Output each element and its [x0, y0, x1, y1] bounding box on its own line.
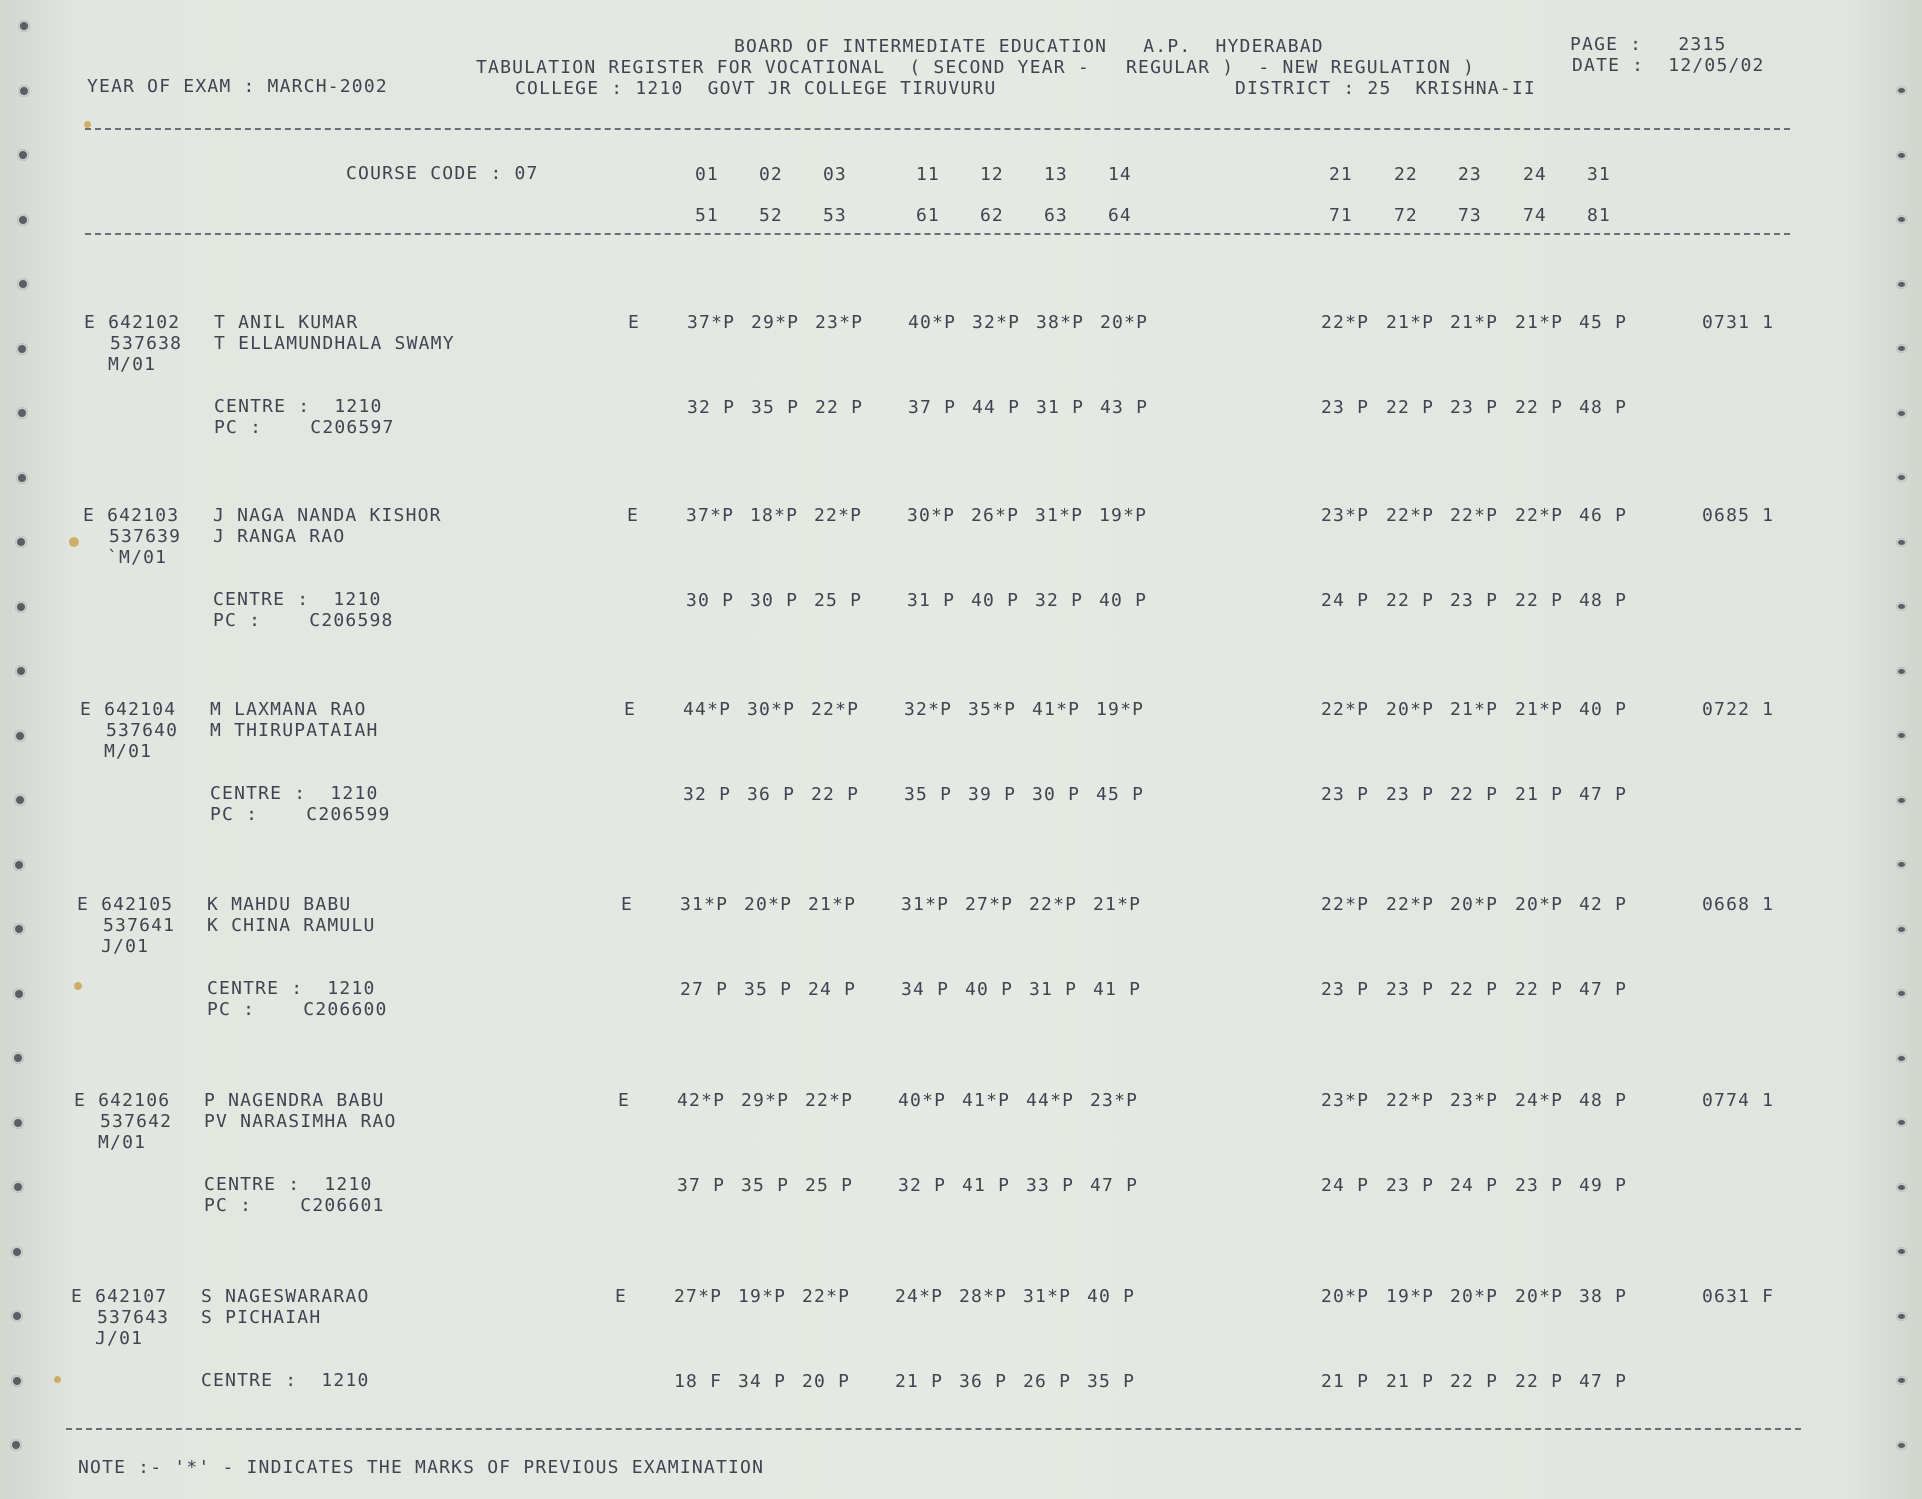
- mark-cell: 21 P: [1386, 1371, 1435, 1392]
- total-result: 0722 1: [1702, 699, 1775, 720]
- mark-cell: 35 P: [751, 397, 800, 418]
- mark-cell: 24*P: [1515, 1090, 1564, 1111]
- mark-cell: 37 P: [677, 1175, 726, 1196]
- mark-cell: 22 P: [1386, 397, 1435, 418]
- mark-cell: 21 P: [1321, 1371, 1370, 1392]
- mark-cell: 40 P: [1099, 590, 1148, 611]
- mark-cell: 32*P: [904, 699, 953, 720]
- feed-hole: [1896, 989, 1907, 998]
- mark-cell: 19*P: [1099, 505, 1148, 526]
- mark-cell: 28*P: [959, 1286, 1008, 1307]
- mark-cell: 43 P: [1100, 397, 1149, 418]
- mark-cell: 25 P: [814, 590, 863, 611]
- mark-cell: 27*P: [965, 894, 1014, 915]
- feed-hole: [1896, 731, 1907, 740]
- mark-cell: 31*P: [901, 894, 950, 915]
- hall-ticket-number: 537641: [103, 915, 176, 936]
- mark-cell: 22 P: [1515, 1371, 1564, 1392]
- mark-cell: 22*P: [802, 1286, 851, 1307]
- mark-cell: 22*P: [805, 1090, 854, 1111]
- student-name: M LAXMANA RAO: [210, 699, 367, 720]
- mark-cell: 22*P: [1450, 505, 1499, 526]
- mark-cell: 22 P: [811, 784, 860, 805]
- pc-code: PC : C206600: [207, 999, 388, 1020]
- mark-cell: 23 P: [1515, 1175, 1564, 1196]
- footnote: NOTE :- '*' - INDICATES THE MARKS OF PREVIOUS EXAMINATION: [78, 1457, 765, 1478]
- mark-cell: 42 P: [1579, 894, 1628, 915]
- mark-cell: 23 P: [1386, 1175, 1435, 1196]
- mark-cell: 23 P: [1386, 979, 1435, 1000]
- roll-number: E 642104: [80, 699, 177, 720]
- mark-cell: 23 P: [1386, 784, 1435, 805]
- feed-hole: [1896, 280, 1907, 289]
- hall-ticket-number: 537643: [97, 1307, 170, 1328]
- student-name: P NAGENDRA BABU: [204, 1090, 385, 1111]
- feed-hole: [1896, 796, 1907, 805]
- mark-cell: 40 P: [1579, 699, 1628, 720]
- group-code: J/01: [95, 1328, 144, 1349]
- father-name: PV NARASIMHA RAO: [204, 1111, 397, 1132]
- mark-cell: 21 P: [1515, 784, 1564, 805]
- mark-cell: 27 P: [680, 979, 729, 1000]
- mark-cell: 20*P: [1450, 894, 1499, 915]
- mark-cell: 30 P: [750, 590, 799, 611]
- mark-cell: 45 P: [1579, 312, 1628, 333]
- mark-cell: 41 P: [962, 1175, 1011, 1196]
- mark-cell: 22 P: [815, 397, 864, 418]
- mark-cell: 29*P: [751, 312, 800, 333]
- father-name: J RANGA RAO: [213, 526, 346, 547]
- paper-stain: [74, 982, 82, 990]
- mark-cell: 18 F: [674, 1371, 723, 1392]
- year-of-exam: YEAR OF EXAM : MARCH-2002: [87, 76, 388, 97]
- mark-cell: 30*P: [907, 505, 956, 526]
- mark-cell: 48 P: [1579, 1090, 1628, 1111]
- mark-cell: 20*P: [1100, 312, 1149, 333]
- mark-cell: 22 P: [1450, 784, 1499, 805]
- group-code: M/01: [98, 1132, 147, 1153]
- mark-cell: 35 P: [904, 784, 953, 805]
- mark-cell: 21*P: [1515, 699, 1564, 720]
- feed-hole: [12, 1181, 24, 1193]
- centre-code: CENTRE : 1210: [213, 589, 382, 610]
- feed-hole: [12, 1052, 24, 1064]
- mark-cell: 22*P: [814, 505, 863, 526]
- group-code: `M/01: [107, 547, 168, 568]
- mark-cell: 42*P: [677, 1090, 726, 1111]
- feed-hole: [1896, 1183, 1907, 1192]
- feed-hole: [1896, 667, 1907, 676]
- feed-hole: [1896, 860, 1907, 869]
- roll-number: E 642107: [71, 1286, 168, 1307]
- mark-cell: 23*P: [1450, 1090, 1499, 1111]
- mark-cell: 22*P: [1321, 894, 1370, 915]
- mark-cell: 18*P: [750, 505, 799, 526]
- column-code: 72: [1394, 205, 1418, 226]
- mark-cell: 34 P: [901, 979, 950, 1000]
- course-code: COURSE CODE : 07: [346, 163, 539, 184]
- mark-cell: 40*P: [898, 1090, 947, 1111]
- feed-hole: [17, 214, 29, 226]
- feed-hole: [1896, 409, 1907, 418]
- mark-cell: 22*P: [1386, 505, 1435, 526]
- mark-cell: 23 P: [1450, 590, 1499, 611]
- mark-cell: 24 P: [1321, 1175, 1370, 1196]
- mark-cell: 45 P: [1096, 784, 1145, 805]
- mark-cell: 24 P: [1450, 1175, 1499, 1196]
- mark-cell: 34 P: [738, 1371, 787, 1392]
- mark-cell: 22 P: [1515, 590, 1564, 611]
- mark-cell: 32 P: [687, 397, 736, 418]
- centre-code: CENTRE : 1210: [201, 1370, 370, 1391]
- mark-cell: 21*P: [1450, 699, 1499, 720]
- board-title: BOARD OF INTERMEDIATE EDUCATION A.P. HYDERABAD: [734, 36, 1324, 57]
- pc-code: PC : C206597: [214, 417, 395, 438]
- mark-cell: 36 P: [747, 784, 796, 805]
- mark-cell: 44 P: [972, 397, 1021, 418]
- mark-cell: 48 P: [1579, 590, 1628, 611]
- feed-hole: [16, 407, 28, 419]
- mark-cell: 19*P: [738, 1286, 787, 1307]
- centre-code: CENTRE : 1210: [207, 978, 376, 999]
- student-name: K MAHDU BABU: [207, 894, 352, 915]
- mark-cell: 44*P: [683, 699, 732, 720]
- mark-cell: 20*P: [744, 894, 793, 915]
- feed-hole: [1896, 151, 1907, 160]
- column-code: 01: [695, 164, 719, 185]
- feed-hole: [1896, 602, 1907, 611]
- feed-hole: [1896, 1247, 1907, 1256]
- feed-hole: [11, 1375, 23, 1387]
- mark-cell: 23 P: [1321, 979, 1370, 1000]
- mark-cell: 33 P: [1026, 1175, 1075, 1196]
- mark-cell: 32 P: [898, 1175, 947, 1196]
- column-code: 73: [1458, 205, 1482, 226]
- feed-hole: [17, 278, 29, 290]
- hall-ticket-number: 537640: [106, 720, 179, 741]
- college-info: COLLEGE : 1210 GOVT JR COLLEGE TIRUVURU: [515, 78, 997, 99]
- mark-cell: 47 P: [1579, 784, 1628, 805]
- father-name: K CHINA RAMULU: [207, 915, 376, 936]
- column-code: 81: [1587, 205, 1611, 226]
- hall-ticket-number: 537638: [110, 333, 183, 354]
- centre-code: CENTRE : 1210: [204, 1174, 373, 1195]
- columns-divider: [85, 233, 1790, 235]
- mark-cell: 35 P: [1087, 1371, 1136, 1392]
- mark-cell: 37*P: [687, 312, 736, 333]
- mark-cell: 23 P: [1321, 397, 1370, 418]
- medium: E: [624, 699, 637, 720]
- mark-cell: 23 P: [1321, 784, 1370, 805]
- feed-hole: [1896, 1312, 1907, 1321]
- column-code: 51: [695, 205, 719, 226]
- mark-cell: 19*P: [1096, 699, 1145, 720]
- column-code: 24: [1523, 164, 1547, 185]
- mark-cell: 30 P: [686, 590, 735, 611]
- mark-cell: 21*P: [1093, 894, 1142, 915]
- mark-cell: 41 P: [1093, 979, 1142, 1000]
- mark-cell: 23*P: [1090, 1090, 1139, 1111]
- register-title: TABULATION REGISTER FOR VOCATIONAL ( SECOND YEAR - REGULAR ) - NEW REGULATION ): [476, 57, 1476, 78]
- group-code: J/01: [101, 936, 150, 957]
- roll-number: E 642103: [83, 505, 180, 526]
- mark-cell: 20*P: [1386, 699, 1435, 720]
- feed-hole: [14, 794, 26, 806]
- mark-cell: 22*P: [1386, 894, 1435, 915]
- mark-cell: 47 P: [1090, 1175, 1139, 1196]
- mark-cell: 30 P: [1032, 784, 1081, 805]
- mark-cell: 24 P: [1321, 590, 1370, 611]
- feed-hole: [1896, 1054, 1907, 1063]
- mark-cell: 38 P: [1579, 1286, 1628, 1307]
- mark-cell: 35*P: [968, 699, 1017, 720]
- feed-hole: [13, 988, 25, 1000]
- total-result: 0668 1: [1702, 894, 1775, 915]
- column-code: 52: [759, 205, 783, 226]
- pc-code: PC : C206599: [210, 804, 391, 825]
- centre-code: CENTRE : 1210: [210, 783, 379, 804]
- mark-cell: 38*P: [1036, 312, 1085, 333]
- mark-cell: 31 P: [907, 590, 956, 611]
- mark-cell: 22 P: [1450, 1371, 1499, 1392]
- feed-hole: [1896, 473, 1907, 482]
- father-name: M THIRUPATAIAH: [210, 720, 379, 741]
- feed-hole: [1896, 1441, 1907, 1450]
- mark-cell: 35 P: [744, 979, 793, 1000]
- feed-hole: [14, 730, 26, 742]
- mark-cell: 40 P: [1087, 1286, 1136, 1307]
- mark-cell: 37 P: [908, 397, 957, 418]
- medium: E: [628, 312, 641, 333]
- mark-cell: 24*P: [895, 1286, 944, 1307]
- mark-cell: 21 P: [895, 1371, 944, 1392]
- column-code: 64: [1108, 205, 1132, 226]
- centre-code: CENTRE : 1210: [214, 396, 383, 417]
- mark-cell: 20*P: [1515, 1286, 1564, 1307]
- total-result: 0731 1: [1702, 312, 1775, 333]
- footer-divider: [66, 1428, 1801, 1430]
- feed-hole: [15, 536, 27, 548]
- mark-cell: 20*P: [1515, 894, 1564, 915]
- column-code: 14: [1108, 164, 1132, 185]
- feed-hole: [1896, 1376, 1907, 1385]
- mark-cell: 22*P: [1386, 1090, 1435, 1111]
- feed-hole: [15, 665, 27, 677]
- mark-cell: 19*P: [1386, 1286, 1435, 1307]
- feed-hole: [1896, 344, 1907, 353]
- feed-hole: [18, 20, 30, 32]
- feed-hole: [15, 601, 27, 613]
- pc-code: PC : C206601: [204, 1195, 385, 1216]
- hall-ticket-number: 537639: [109, 526, 182, 547]
- mark-cell: 20 P: [802, 1371, 851, 1392]
- mark-cell: 47 P: [1579, 1371, 1628, 1392]
- mark-cell: 46 P: [1579, 505, 1628, 526]
- mark-cell: 32 P: [683, 784, 732, 805]
- mark-cell: 21*P: [1450, 312, 1499, 333]
- mark-cell: 26 P: [1023, 1371, 1072, 1392]
- mark-cell: 23*P: [1321, 1090, 1370, 1111]
- mark-cell: 21*P: [1515, 312, 1564, 333]
- mark-cell: 22 P: [1515, 979, 1564, 1000]
- roll-number: E 642102: [84, 312, 181, 333]
- header-divider: [85, 128, 1790, 130]
- mark-cell: 23 P: [1450, 397, 1499, 418]
- total-result: 0774 1: [1702, 1090, 1775, 1111]
- column-code: 23: [1458, 164, 1482, 185]
- feed-hole: [11, 1310, 23, 1322]
- print-date: DATE : 12/05/02: [1572, 55, 1765, 76]
- mark-cell: 25 P: [805, 1175, 854, 1196]
- mark-cell: 20*P: [1321, 1286, 1370, 1307]
- mark-cell: 32*P: [972, 312, 1021, 333]
- mark-cell: 29*P: [741, 1090, 790, 1111]
- feed-hole: [1896, 1118, 1907, 1127]
- mark-cell: 35 P: [741, 1175, 790, 1196]
- mark-cell: 37*P: [686, 505, 735, 526]
- column-code: 71: [1329, 205, 1353, 226]
- mark-cell: 24 P: [808, 979, 857, 1000]
- paper-stain: [54, 1376, 61, 1383]
- mark-cell: 21*P: [808, 894, 857, 915]
- mark-cell: 21*P: [1386, 312, 1435, 333]
- group-code: M/01: [108, 354, 157, 375]
- column-code: 22: [1394, 164, 1418, 185]
- column-code: 03: [823, 164, 847, 185]
- mark-cell: 22 P: [1450, 979, 1499, 1000]
- column-code: 13: [1044, 164, 1068, 185]
- mark-cell: 44*P: [1026, 1090, 1075, 1111]
- mark-cell: 22*P: [1515, 505, 1564, 526]
- feed-hole: [1896, 925, 1907, 934]
- medium: E: [618, 1090, 631, 1111]
- feed-hole: [13, 923, 25, 935]
- mark-cell: 41*P: [1032, 699, 1081, 720]
- father-name: S PICHAIAH: [201, 1307, 322, 1328]
- roll-number: E 642105: [77, 894, 174, 915]
- mark-cell: 22*P: [1321, 699, 1370, 720]
- mark-cell: 39 P: [968, 784, 1017, 805]
- mark-cell: 40 P: [971, 590, 1020, 611]
- mark-cell: 22 P: [1515, 397, 1564, 418]
- mark-cell: 22*P: [1321, 312, 1370, 333]
- feed-hole: [12, 1117, 24, 1129]
- column-code: 31: [1587, 164, 1611, 185]
- total-result: 0685 1: [1702, 505, 1775, 526]
- mark-cell: 23*P: [815, 312, 864, 333]
- paper-stain: [69, 537, 79, 547]
- district-info: DISTRICT : 25 KRISHNA-II: [1235, 78, 1536, 99]
- total-result: 0631 F: [1702, 1286, 1775, 1307]
- column-code: 12: [980, 164, 1004, 185]
- mark-cell: 23*P: [1321, 505, 1370, 526]
- feed-hole: [18, 85, 30, 97]
- column-code: 61: [916, 205, 940, 226]
- feed-hole: [1896, 215, 1907, 224]
- mark-cell: 22*P: [1029, 894, 1078, 915]
- mark-cell: 27*P: [674, 1286, 723, 1307]
- mark-cell: 26*P: [971, 505, 1020, 526]
- feed-hole: [17, 149, 29, 161]
- medium: E: [621, 894, 634, 915]
- mark-cell: 40*P: [908, 312, 957, 333]
- feed-hole: [16, 472, 28, 484]
- father-name: T ELLAMUNDHALA SWAMY: [214, 333, 455, 354]
- medium: E: [627, 505, 640, 526]
- mark-cell: 31*P: [1035, 505, 1084, 526]
- column-code: 53: [823, 205, 847, 226]
- mark-cell: 30*P: [747, 699, 796, 720]
- student-name: J NAGA NANDA KISHOR: [213, 505, 442, 526]
- column-code: 74: [1523, 205, 1547, 226]
- column-code: 21: [1329, 164, 1353, 185]
- mark-cell: 31 P: [1029, 979, 1078, 1000]
- mark-cell: 47 P: [1579, 979, 1628, 1000]
- pc-code: PC : C206598: [213, 610, 394, 631]
- medium: E: [615, 1286, 628, 1307]
- feed-hole: [10, 1439, 22, 1451]
- mark-cell: 31*P: [1023, 1286, 1072, 1307]
- mark-cell: 22 P: [1386, 590, 1435, 611]
- column-code: 02: [759, 164, 783, 185]
- paper-stain: [84, 121, 91, 128]
- roll-number: E 642106: [74, 1090, 171, 1111]
- group-code: M/01: [104, 741, 153, 762]
- mark-cell: 41*P: [962, 1090, 1011, 1111]
- feed-hole: [1896, 538, 1907, 547]
- mark-cell: 40 P: [965, 979, 1014, 1000]
- column-code: 63: [1044, 205, 1068, 226]
- mark-cell: 49 P: [1579, 1175, 1628, 1196]
- feed-hole: [1896, 86, 1907, 95]
- page-number: PAGE : 2315: [1570, 34, 1727, 55]
- mark-cell: 48 P: [1579, 397, 1628, 418]
- student-name: S NAGESWARARAO: [201, 1286, 370, 1307]
- mark-cell: 22*P: [811, 699, 860, 720]
- column-code: 62: [980, 205, 1004, 226]
- mark-cell: 20*P: [1450, 1286, 1499, 1307]
- mark-cell: 31*P: [680, 894, 729, 915]
- hall-ticket-number: 537642: [100, 1111, 173, 1132]
- feed-hole: [16, 343, 28, 355]
- column-code: 11: [916, 164, 940, 185]
- feed-hole: [13, 859, 25, 871]
- mark-cell: 32 P: [1035, 590, 1084, 611]
- feed-hole: [11, 1246, 23, 1258]
- student-name: T ANIL KUMAR: [214, 312, 359, 333]
- mark-cell: 31 P: [1036, 397, 1085, 418]
- mark-cell: 36 P: [959, 1371, 1008, 1392]
